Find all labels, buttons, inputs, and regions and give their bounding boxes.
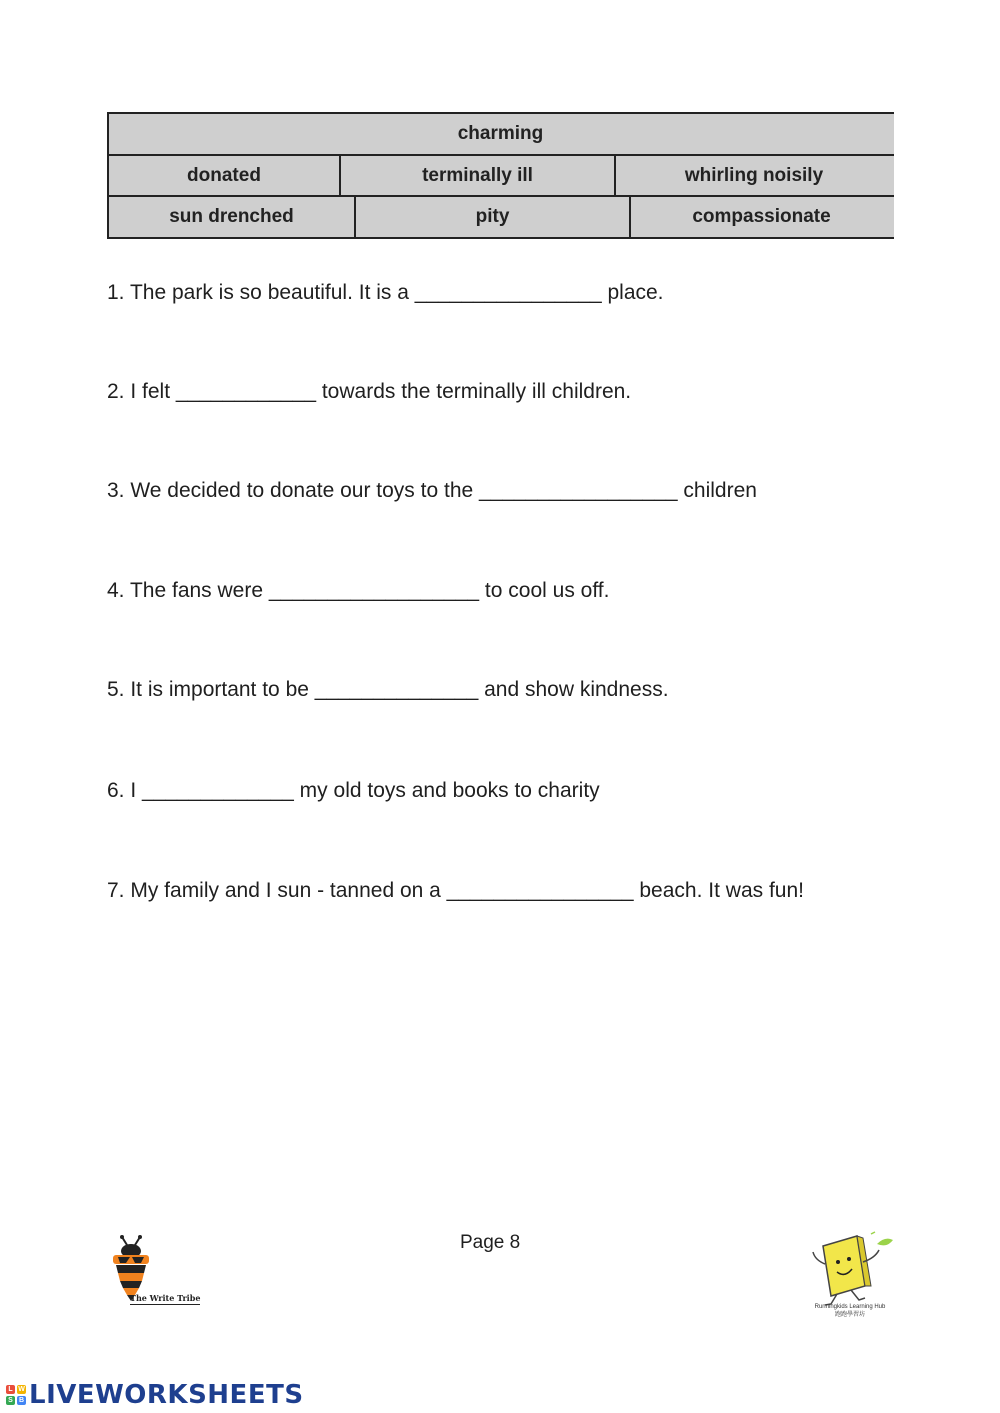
word-bank-cell: compassionate: [692, 206, 831, 227]
logo-square: S: [6, 1396, 15, 1405]
word-bank-row: [109, 197, 894, 239]
word-bank-cell: donated: [109, 156, 341, 195]
liveworksheets-brand: [6, 1378, 304, 1412]
word-bank-cell: terminally ill: [341, 156, 616, 195]
word-bank-row: [109, 156, 894, 197]
book-logo-caption: [800, 1303, 900, 1319]
logo-square: B: [18, 1397, 25, 1404]
question-1: 1. The park is so beautiful. It is a ________________ place.: [107, 281, 664, 304]
word-bank-row: [109, 114, 894, 156]
book-logo-caption-line2: 跑跑學習坊: [834, 1312, 865, 1318]
question-3: 3. We decided to donate our toys to the _________________ children: [107, 479, 757, 502]
logo-square: W: [18, 1386, 25, 1393]
question-5: 5. It is important to be ______________ and show kindness.: [107, 678, 669, 701]
word-bank-cell: whirling noisily: [684, 164, 824, 186]
page-number: Page 8: [460, 1232, 521, 1253]
running-book-logo-icon: [805, 1228, 895, 1308]
question-4: 4. The fans were __________________ to cool us off.: [107, 579, 610, 602]
question-7: 7. My family and I sun - tanned on a ________________ beach. It was fun!: [107, 879, 804, 902]
book-logo-caption-line1: Runningkids Learning Hub: [814, 1304, 886, 1310]
question-2: 2. I felt ____________ towards the terminally ill children.: [107, 380, 632, 403]
question-6: 6. I _____________ my old toys and books to charity: [107, 779, 600, 802]
word-bank-table: [107, 112, 894, 239]
liveworksheets-logo-icon: [6, 1385, 26, 1405]
liveworksheets-wordmark: LIVEWORKSHEETS: [29, 1380, 304, 1410]
word-bank-cell: sun drenched: [109, 197, 356, 237]
bee-logo-caption: The Write Tribe: [130, 1293, 201, 1303]
word-bank-cell: pity: [356, 197, 631, 237]
word-bank-cell: charming: [457, 123, 544, 144]
logo-square: L: [6, 1385, 15, 1394]
